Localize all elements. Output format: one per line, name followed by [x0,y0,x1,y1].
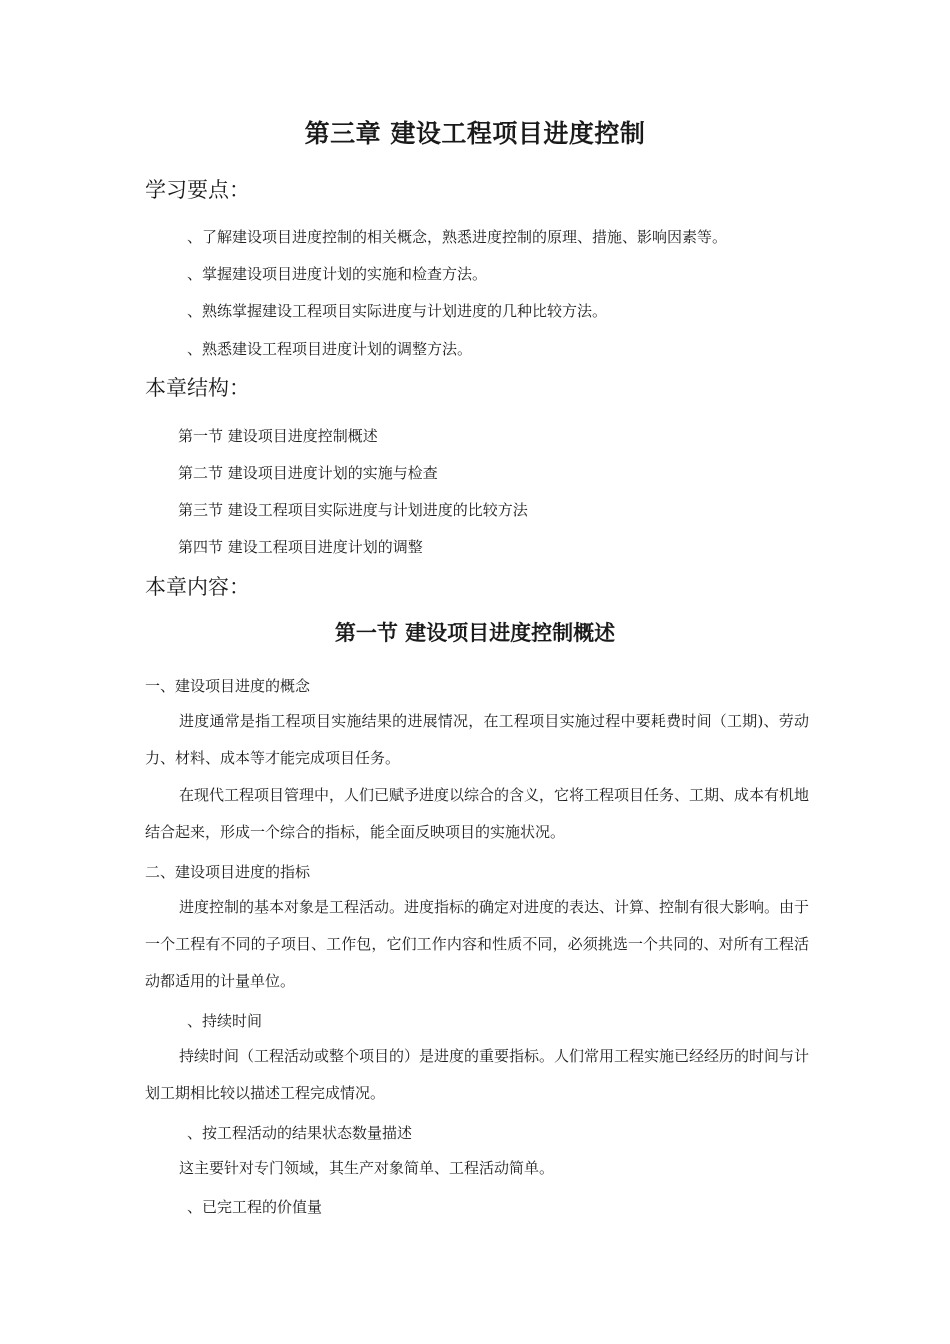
study-point-2: 、掌握建设项目进度计划的实施和检查方法。 [187,265,488,283]
chapter-title: 第三章 建设工程项目进度控制 [304,119,646,148]
item1-title: 、持续时间 [187,1012,263,1030]
study-points-heading: 学习要点： [145,178,250,202]
item1-paragraph: 持续时间（工程活动或整个项目的）是进度的重要指标。人们常用工程实施已经经历的时间与计划工期相比较以描述工程完成情况。 [145,1047,810,1102]
study-point-1: 、了解建设项目进度控制的相关概念，熟悉进度控制的原理、措施、影响因素等。 [187,228,728,246]
section-title: 第一节 建设项目进度控制概述 [334,620,616,645]
part2-paragraph-1: 进度控制的基本对象是工程活动。进度指标的确定对进度的表达、计算、控制有很大影响。由于一个工程有不同的子项目、工作包，它们工作内容和性质不同，必须挑选一个共同的、对所有工程活动都适用的计量单位。 [145,898,810,990]
part1-title: 一、建设项目进度的概念 [145,677,311,695]
structure-item-3: 第三节 建设工程项目实际进度与计划进度的比较方法 [178,501,528,519]
part1-paragraph-1: 进度通常是指工程项目实施结果的进展情况，在工程项目实施过程中要耗费时间（工期)、劳动力、材料、成本等才能完成项目任务。 [145,712,809,767]
structure-item-1: 第一节 建设项目进度控制概述 [178,427,378,445]
item3-title: 、已完工程的价值量 [187,1198,323,1216]
structure-heading: 本章结构： [145,376,250,400]
content-heading: 本章内容： [145,575,250,599]
structure-item-4: 第四节 建设工程项目进度计划的调整 [178,538,423,556]
part1-paragraph-2: 在现代工程项目管理中，人们已赋予进度以综合的含义，它将工程项目任务、工期、成本有机地结合起来，形成一个综合的指标，能全面反映项目的实施状况。 [145,786,810,841]
part2-title: 二、建设项目进度的指标 [145,863,311,881]
structure-item-2: 第二节 建设项目进度计划的实施与检查 [178,464,438,482]
study-point-4: 、熟悉建设工程项目进度计划的调整方法。 [187,340,473,358]
study-point-3: 、熟练掌握建设工程项目实际进度与计划进度的几种比较方法。 [187,302,608,320]
item2-title: 、按工程活动的结果状态数量描述 [187,1124,413,1142]
item2-paragraph: 这主要针对专门领域，其生产对象简单、工程活动简单。 [179,1159,555,1177]
